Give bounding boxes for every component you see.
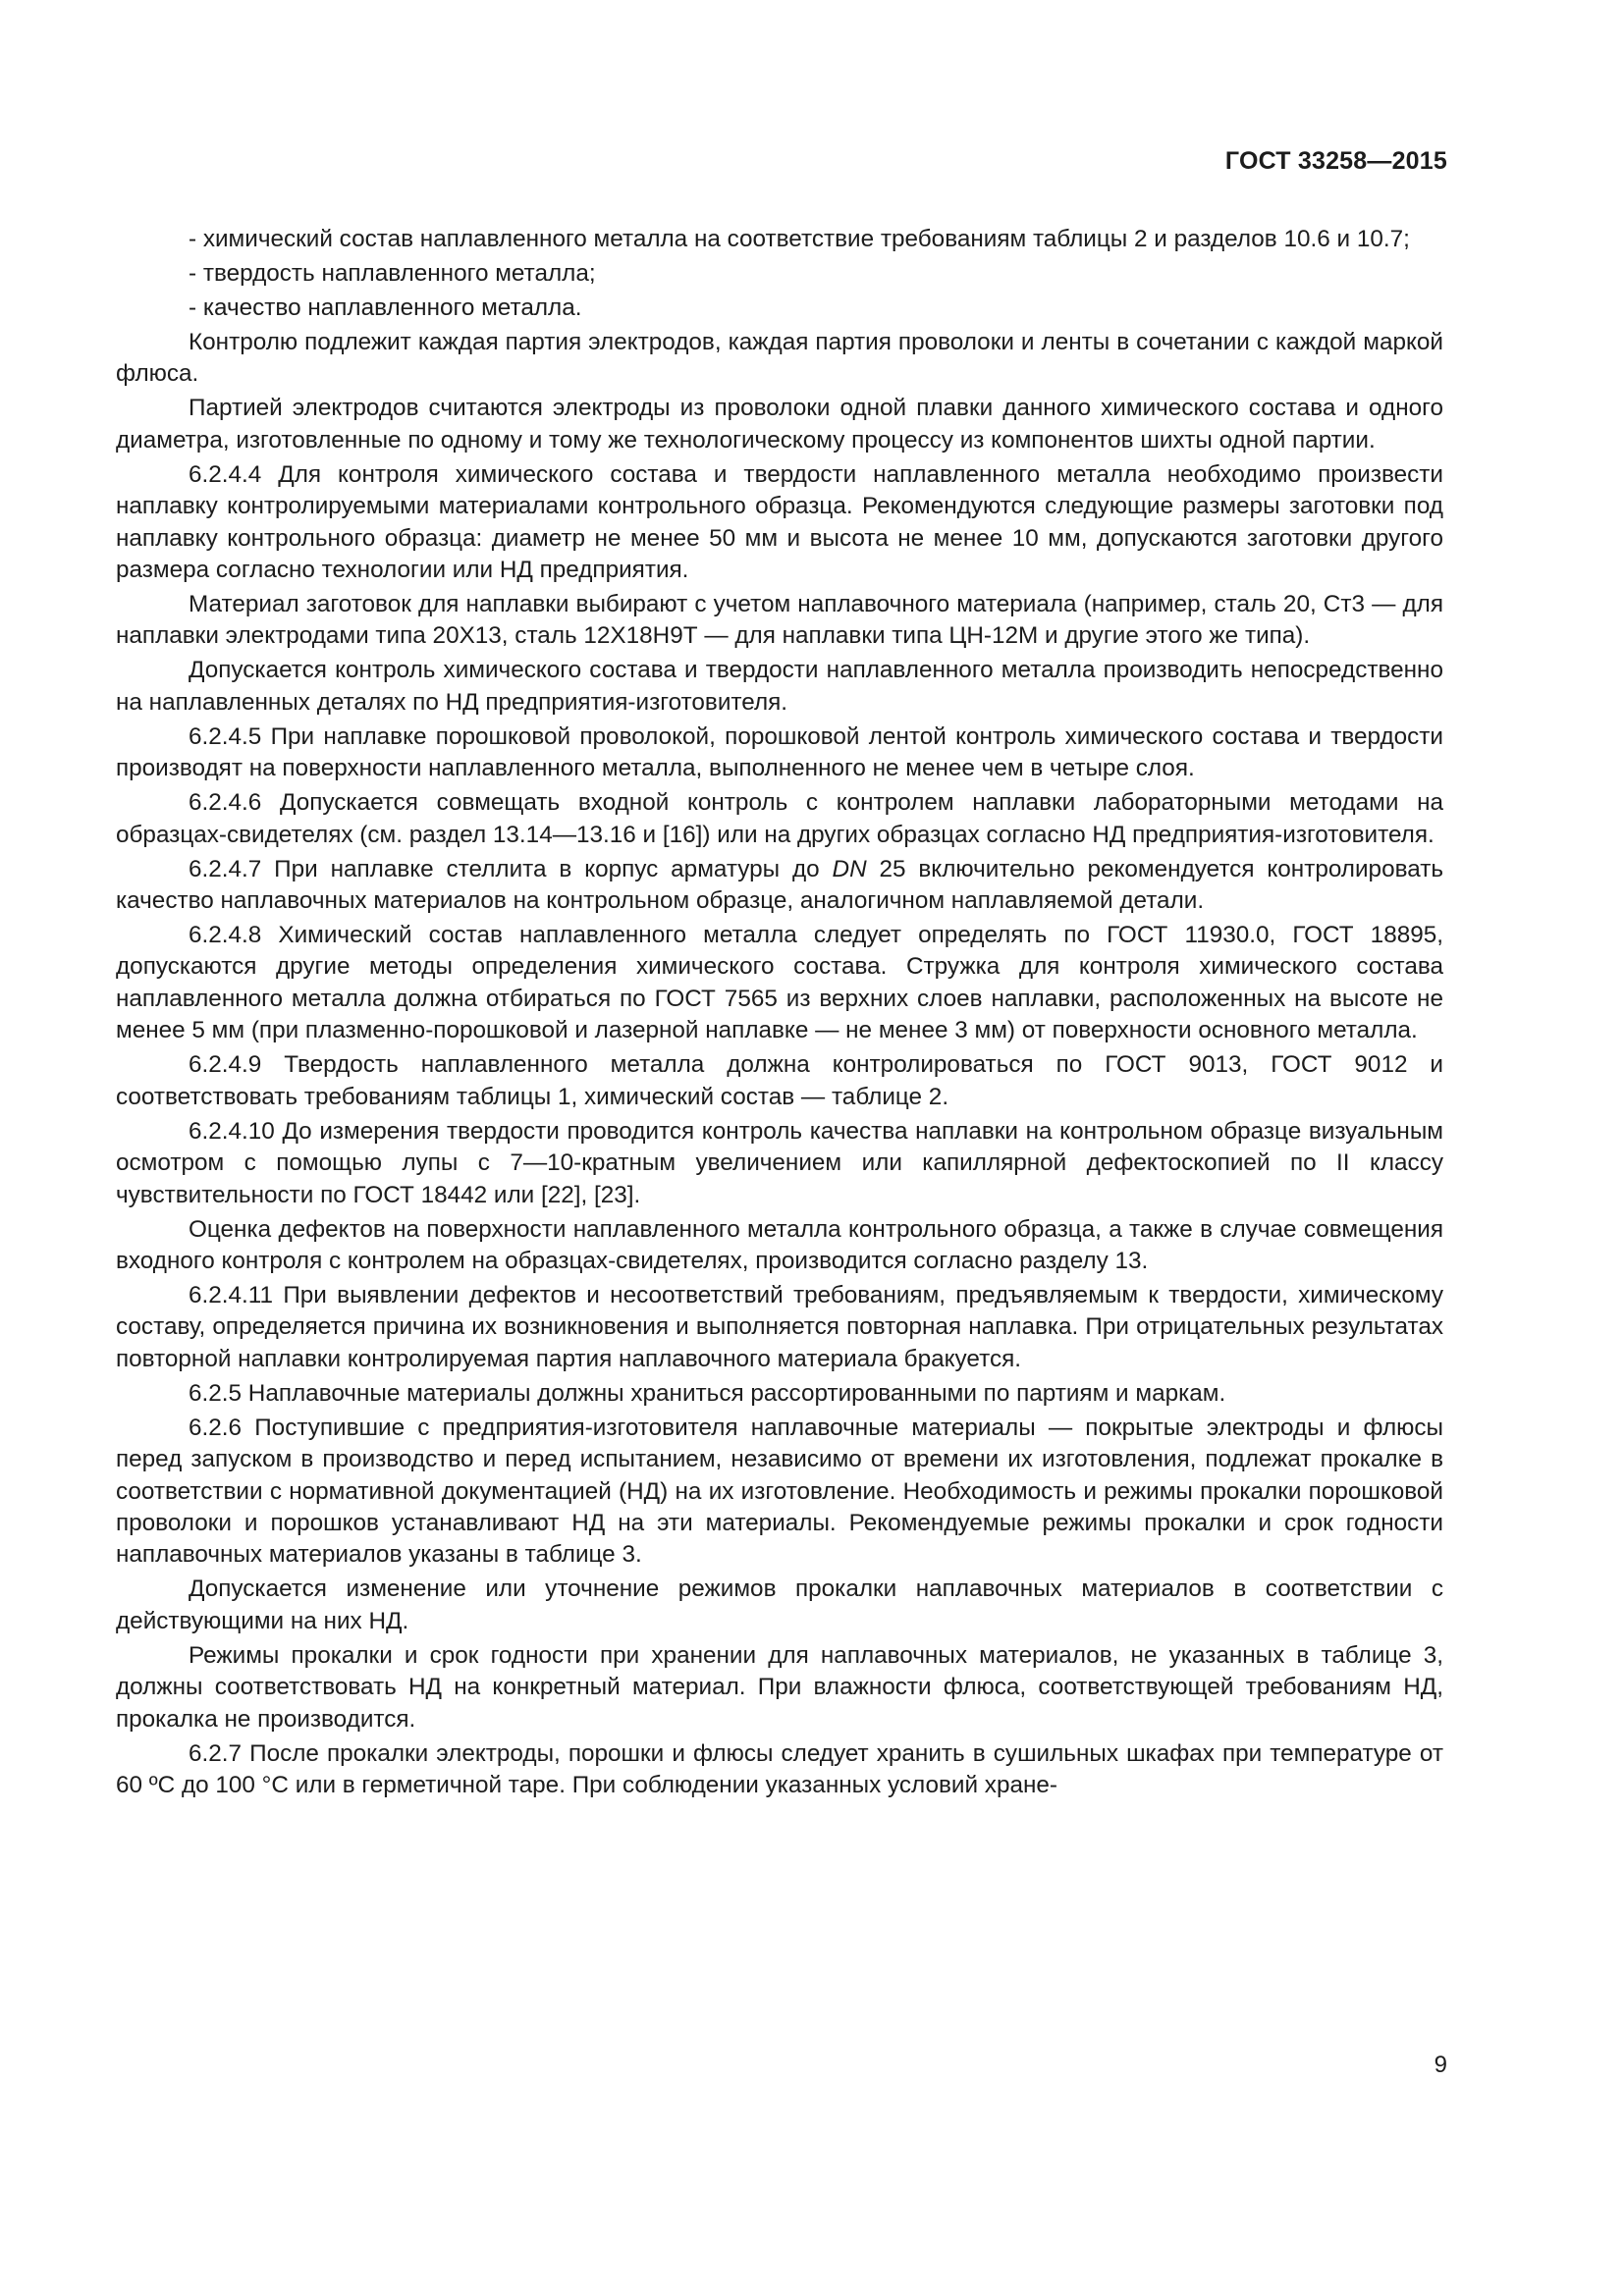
- document-id-header: ГОСТ 33258—2015: [1224, 147, 1447, 175]
- page-number: 9: [1434, 2052, 1447, 2078]
- paragraph-6-2-4-9: 6.2.4.9 Твердость наплавленного металла должна контролироваться по ГОСТ 9013, ГОСТ 9012 и соответствовать требованиям таблицы 1, химический состав — таблице 2.: [116, 1051, 1443, 1110]
- paragraph-6-2-4-7: [116, 854, 1443, 918]
- paragraph-6-2-4-7-start: 6.2.4.7 При наплавке стеллита в корпус арматуры до: [189, 855, 833, 882]
- paragraph-electrode-batch-definition: Партией электродов считаются электроды из проволоки одной плавки данного химического состава и одного диаметра, изготовленные по одному и тому же технологическому процессу из компонентов шихты одной партии.: [116, 395, 1443, 454]
- paragraph-6-2-7: 6.2.7 После прокалки электроды, порошки и флюсы следует хранить в сушильных шкафах при температуре от 60 ºС до 100 °С или в герметичной таре. При соблюдении указанных условий хране-: [116, 1739, 1443, 1798]
- document-body: [116, 224, 1443, 1804]
- paragraph-batch-control: Контролю подлежит каждая партия электродов, каждая партия проволоки и ленты в сочетании с каждой маркой флюса.: [116, 329, 1443, 388]
- paragraph-quality-item: - качество наплавленного металла.: [189, 294, 582, 321]
- paragraph-6-2-4-4: 6.2.4.4 Для контроля химического состава и твердости наплавленного металла необходимо произвести наплавку контролируемыми материалами контрольного образца. Рекомендуются следующие размеры заготовки под наплавку контрольного образца: диаметр не менее 50 мм и высота не менее 10 мм, допускаются заготовки другого размера согласно технологии или НД предприятия.: [116, 460, 1443, 584]
- paragraph-hardness-item: - твердость наплавленного металла;: [189, 260, 596, 287]
- paragraph-6-2-4-6: 6.2.4.6 Допускается совмещать входной контроль с контролем наплавки лабораторными методами на образцах-свидетелях (см. раздел 13.14—13.16 и [16]) или на других образцах согласно НД предприятия-изготовителя.: [116, 789, 1443, 848]
- paragraph-blank-material: Материал заготовок для наплавки выбирают с учетом наплавочного материала (например, сталь 20, Ст3 — для наплавки электродами типа 20Х13, сталь 12Х18Н9Т — для наплавки типа ЦН-12М и другие этого же типа).: [116, 591, 1443, 650]
- paragraph-6-2-6: 6.2.6 Поступившие с предприятия-изготовителя наплавочные материалы — покрытые электроды и флюсы перед запуском в производство и перед испытанием, независимо от времени их изготовления, подлежат прокалке в соответствии с нормативной документацией (НД) на их изготовление. Необходимость и режимы прокалки порошковой проволоки и порошков устанавливают НД на эти материалы. Рекомендуемые режимы прокалки и срок годности наплавочных материалов указаны в таблице 3.: [116, 1414, 1443, 1569]
- paragraph-6-2-4-7-end: 25 включительно рекомендуется контролировать качество наплавочных материалов на контрольном образце, аналогичном наплавляемой детали.: [116, 855, 1443, 915]
- paragraph-6-2-4-5: 6.2.4.5 При наплавке порошковой проволокой, порошковой лентой контроль химического состава и твердости производят на поверхности наплавленного металла, выполненного не менее чем в четыре слоя.: [116, 722, 1443, 782]
- paragraph-6-2-5: 6.2.5 Наплавочные материалы должны храниться рассортированными по партиям и маркам.: [189, 1379, 1226, 1407]
- paragraph-6-2-4-10: 6.2.4.10 До измерения твердости проводится контроль качества наплавки на контрольном образце визуальным осмотром с помощью лупы с 7—10-кратным увеличением или капиллярной дефектоскопией по II классу чувствительности по ГОСТ 18442 или [22], [23].: [116, 1117, 1443, 1208]
- dn-symbol: DN: [832, 855, 867, 882]
- paragraph-calcination-modes: Режимы прокалки и срок годности при хранении для наплавочных материалов, не указанных в таблице 3, должны соответствовать НД на конкретный материал. При влажности флюса, соответствующей требованиям НД, прокалка не производится.: [116, 1641, 1443, 1733]
- paragraph-defect-evaluation: Оценка дефектов на поверхности наплавленного металла контрольного образца, а также в случае совмещения входного контроля с контролем на образцах-свидетелях, производится согласно разделу 13.: [116, 1215, 1443, 1274]
- paragraph-chemical-composition-item: - химический состав наплавленного металла на соответствие требованиям таблицы 2 и разделов 10.6 и 10.7;: [189, 226, 1410, 252]
- paragraph-6-2-4-8: 6.2.4.8 Химический состав наплавленного металла следует определять по ГОСТ 11930.0, ГОСТ 18895, допускаются другие методы определения химического состава. Стружка для контроля химического состава наплавленного металла должна отбираться по ГОСТ 7565 из верхних слоев наплавки, расположенных на высоте не менее 5 мм (при плазменно-порошковой и лазерной наплавке — не менее 3 мм) от поверхности основного металла.: [116, 922, 1443, 1044]
- paragraph-6-2-4-11: 6.2.4.11 При выявлении дефектов и несоответствий требованиям, предъявляемым к твердости, химическому составу, определяется причина их возникновения и выполняется повторная наплавка. При отрицательных результатах повторной наплавки контролируемая партия наплавочного материала бракуется.: [116, 1281, 1443, 1372]
- paragraph-direct-control: Допускается контроль химического состава и твердости наплавленного металла производить непосредственно на наплавленных деталях по НД предприятия-изготовителя.: [116, 657, 1443, 716]
- paragraph-calcination-change: Допускается изменение или уточнение режимов прокалки наплавочных материалов в соответствии с действующими на них НД.: [116, 1575, 1443, 1634]
